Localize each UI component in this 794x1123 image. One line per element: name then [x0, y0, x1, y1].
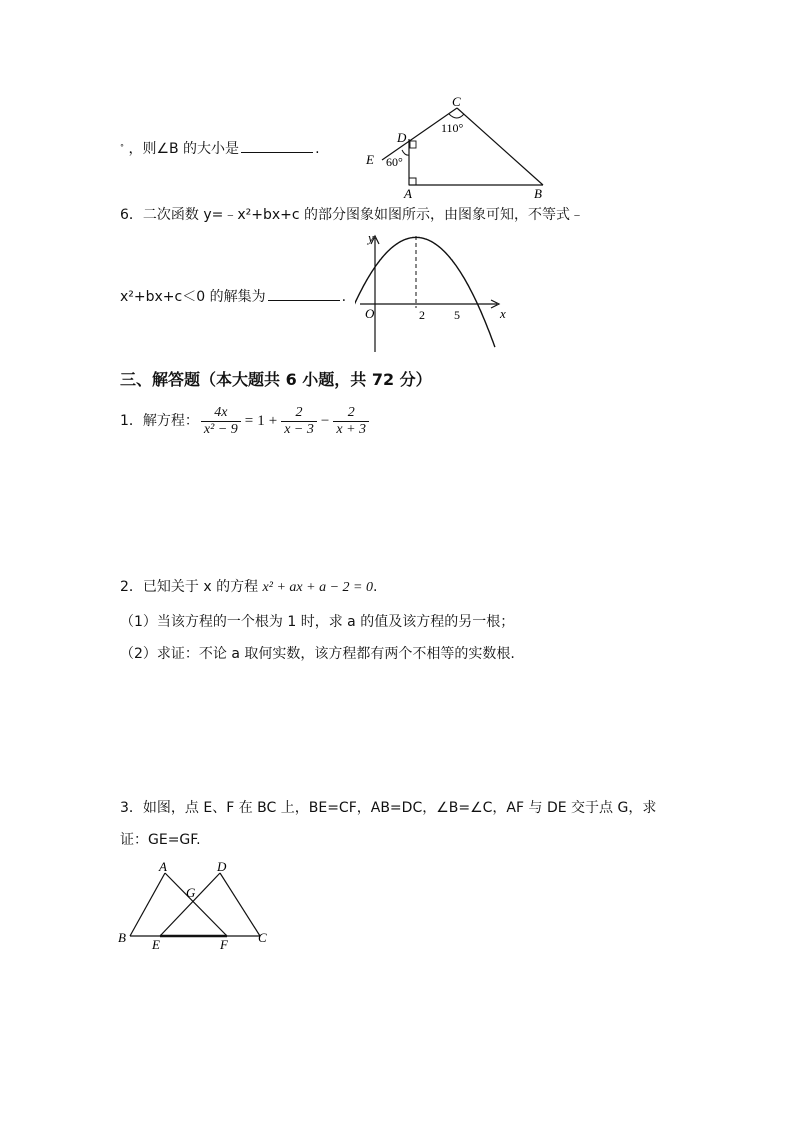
q5-question: ，则∠B 的大小是 [128, 141, 240, 157]
p3-line2: 证：GE=GF. [120, 832, 201, 848]
p3-label-a: A [159, 859, 167, 874]
q6-line2 [120, 286, 346, 307]
problem-1 [120, 398, 371, 444]
p1-f3-denominator: x + 3 [336, 421, 367, 437]
p3-label-b: B [118, 930, 126, 945]
p1-one: 1 [257, 413, 265, 429]
p2-stem-text: 2．已知关于 x 的方程 [120, 579, 259, 595]
p1-minus: − [320, 413, 330, 429]
p3-label-e: E [152, 937, 160, 952]
q5-triangle-figure [360, 92, 560, 200]
p2-period: . [372, 579, 378, 595]
q6-inequality: x²+bx+c＜0 的解集为 [120, 289, 266, 305]
q5-label-c: C [452, 94, 461, 109]
q6-parabola-curve [355, 237, 495, 347]
q6-period: . [341, 289, 347, 305]
q5-answer-blank[interactable] [241, 138, 313, 153]
q5-prefix-mark: ° [120, 143, 124, 152]
q5-label-b: B [534, 186, 542, 200]
q6-x-label: x [500, 306, 506, 321]
q6-tick-2: 2 [419, 308, 425, 322]
p1-f2-numerator: 2 [281, 405, 317, 422]
p1-f2-denominator: x − 3 [284, 421, 314, 437]
q5-label-e: E [366, 152, 374, 167]
q5-period: . [315, 141, 320, 157]
p1-fraction-1 [201, 405, 241, 438]
p3-line1: 3．如图，点 E、F 在 BC 上，BE=CF，AB=DC，∠B=∠C，AF 与 DE 交于点 G，求 [120, 800, 657, 816]
p1-f1-denominator: x² − 9 [203, 421, 238, 437]
p3-label-g: G [186, 885, 196, 900]
q5-angle-c: 110° [441, 121, 464, 135]
problem-2-stem [120, 577, 377, 598]
q6-answer-blank[interactable] [268, 286, 340, 301]
p1-fraction-2 [281, 405, 317, 438]
p1-plus: + [268, 413, 278, 429]
q6-origin-label: O [365, 306, 375, 321]
p3-label-d: D [217, 859, 227, 874]
p3-triangle-figure [112, 857, 282, 957]
q5-label-a: A [404, 186, 412, 200]
p2-equation: x² + ax + a − 2 = 0 [262, 580, 373, 595]
section-3-title: 三、解答题（本大题共 6 小题，共 72 分） [120, 370, 432, 389]
q6-line1: 6．二次函数 y=﹣x²+bx+c 的部分图象如图所示，由图象可知，不等式﹣ [120, 207, 585, 223]
p1-label: 1．解方程： [120, 413, 199, 429]
q5-angle-d: 60° [386, 155, 403, 169]
p3-label-f: F [220, 937, 228, 952]
q6-parabola-graph [355, 228, 515, 356]
q5-text [120, 138, 320, 159]
p1-f3-numerator: 2 [333, 405, 369, 422]
p1-equals: = [244, 413, 254, 429]
q6-tick-5: 5 [454, 308, 460, 322]
p1-f1-numerator: 4x [201, 405, 241, 422]
p1-fraction-3 [333, 405, 369, 438]
p2-part-1: （1）当该方程的一个根为 1 时，求 a 的值及该方程的另一根； [120, 614, 515, 630]
p2-part-2: （2）求证：不论 a 取何实数，该方程都有两个不相等的实数根. [120, 646, 515, 662]
q6-y-label: y [368, 230, 374, 245]
p3-label-c: C [258, 930, 267, 945]
q5-label-d: D [397, 130, 407, 145]
